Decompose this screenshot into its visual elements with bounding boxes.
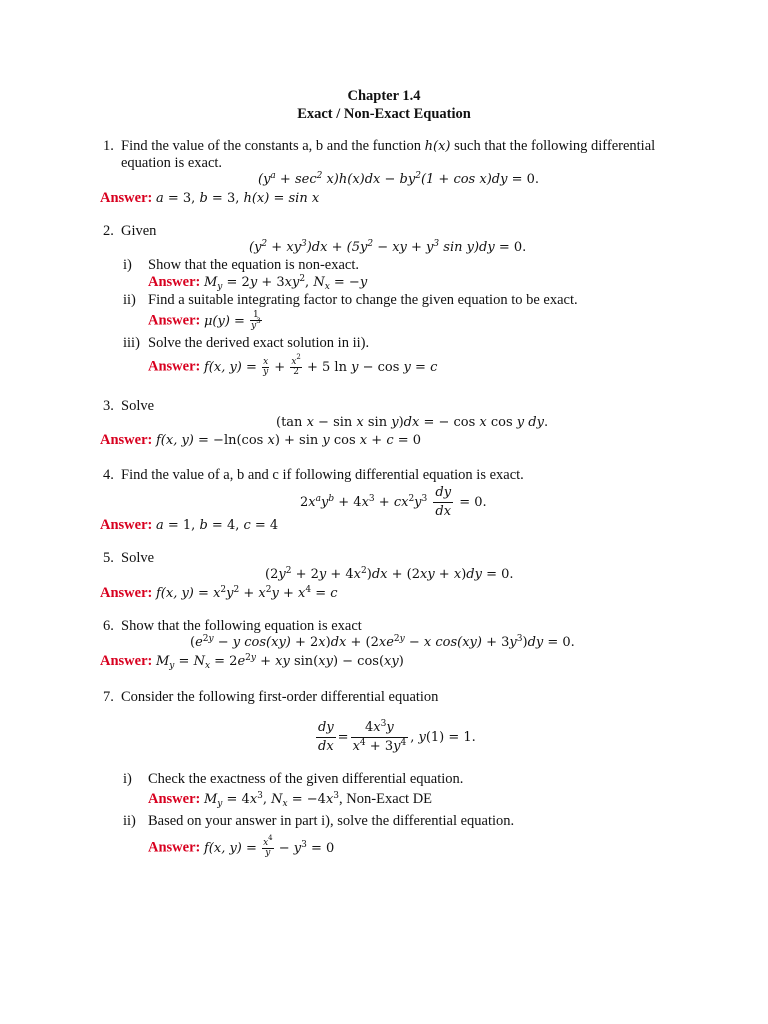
q4-equation: $2x^ay^b + 4x^3 + cx^2y^3$ $\frac{dy}{dx}$ = 0. — [300, 485, 487, 519]
q7-part-ii-text: Based on your answer in part i), solve the differential equation. — [148, 813, 515, 829]
q6-answer: Answer: $M_y = N_x = 2e^{2y}$ + xy sin(xy) − cos(xy) — [100, 653, 404, 671]
q6-number: 6. — [103, 618, 114, 634]
q5-equation: $(2y^2 + 2y + 4x^2)dx + (2xy + x)dy = 0$. — [265, 566, 514, 582]
q2-part-ii-label: ii) — [123, 292, 136, 308]
q6-text: Show that the following equation is exact — [121, 618, 362, 634]
q7-part-ii-answer: Answer: f(x, y) = $\frac{x^4}{y}$ − $y^3 = 0$ — [148, 834, 335, 858]
q7-number: 7. — [103, 689, 114, 705]
q6-equation: ($e^{2y} - y$ $\cos(xy) + 2x)dx + (2xe^{2y} - x$ $\cos(xy) + 3y^3)dy = 0$. — [190, 634, 575, 650]
q1-number: 1. — [103, 138, 114, 154]
q2-part-i-text: Show that the equation is non-exact. — [148, 257, 360, 273]
q7-part-i-label: i) — [123, 771, 132, 787]
answer-label: Answer: — [148, 791, 201, 807]
q2-text: Given — [121, 223, 157, 239]
q1-answer: Answer: a = 3, b = 3, h(x) = sin x — [100, 190, 320, 206]
q2-number: 2. — [103, 223, 114, 239]
page-title: Exact / Non-Exact Equation — [297, 106, 471, 122]
q7-part-ii-label: ii) — [123, 813, 136, 829]
q1-text-func: h(x) — [424, 139, 451, 154]
q3-equation: (tan x − sin x sin y)dx = − cos x cos y dy. — [276, 415, 549, 430]
q2-part-i-label: i) — [123, 257, 132, 273]
q4-answer: Answer: a = 1, b = 4, c = 4 — [100, 517, 279, 533]
q7-part-i-answer-suffix: , Non-Exact DE — [339, 791, 433, 807]
q4-text: Find the value of a, b and c if following differential equation is exact. — [121, 467, 524, 483]
answer-label: Answer: — [148, 358, 201, 375]
answer-label: Answer: — [100, 585, 153, 601]
q3-number: 3. — [103, 398, 114, 414]
q5-answer: Answer: f(x, $y) = x^2y^2 + x^2y + x^4 = c$ — [100, 585, 338, 601]
q2-part-iii-text: Solve the derived exact solution in ii). — [148, 335, 370, 351]
q1-text-after: such that the following differential — [450, 138, 656, 154]
answer-label: Answer: — [100, 190, 153, 206]
answer-label: Answer: — [148, 312, 201, 329]
q5-text: Solve — [121, 550, 155, 566]
answer-label: Answer: — [100, 432, 153, 448]
answer-label: Answer: — [100, 653, 153, 669]
chapter-heading: Chapter 1.4 — [347, 88, 421, 104]
q3-text: Solve — [121, 398, 155, 414]
q7-equation: $\frac{dy}{dx}$ = $\frac{4x^3y}{x^4 + 3y^4}$ , y(1) = 1. — [318, 719, 476, 754]
q2-part-i-answer: Answer: $M_y = 2y + 3xy^2$, $N_x = -y$ — [148, 274, 368, 292]
q1-text-line2: equation is exact. — [121, 155, 223, 171]
q7-part-i-text: Check the exactness of the given differential equation. — [148, 771, 464, 787]
q2-part-iii-answer: Answer: f(x, y) = $\frac{x}{y}$ + $\frac{x^2}{2}$ + 5 ln y − cos y = c — [148, 353, 438, 377]
q1-equation: $(y^a + \sec^2 x)h(x)dx - by^2(1 + \cos x)dy = 0$. — [258, 171, 539, 187]
q4-number: 4. — [103, 467, 114, 483]
q2-part-ii-text: Find a suitable integrating factor to change the given equation to be exact. — [148, 292, 578, 308]
q2-part-ii-answer: Answer: μ(y) = $\frac{1}{y^3}$ — [148, 310, 261, 331]
answer-label: Answer: — [100, 517, 153, 533]
q7-text: Consider the following first-order differential equation — [121, 689, 439, 705]
q3-answer: Answer: f(x, y) = −ln(cos x) + sin y cos x + c = 0 — [100, 432, 422, 448]
q7-part-i-answer: Answer: $M_y = 4x^3$, $N_x = -4x^3$, Non-Exact DE — [148, 791, 433, 809]
answer-label: Answer: — [148, 839, 201, 856]
q2-equation: $(y^2 + xy^3)dx + (5y^2$ − xy + $y^3$ sin y)dy = 0. — [249, 239, 527, 255]
q5-number: 5. — [103, 550, 114, 566]
q2-part-iii-label: iii) — [123, 335, 140, 351]
q1-text-main: Find the value of the constants a, b and the function — [121, 138, 421, 154]
answer-label: Answer: — [148, 274, 201, 290]
